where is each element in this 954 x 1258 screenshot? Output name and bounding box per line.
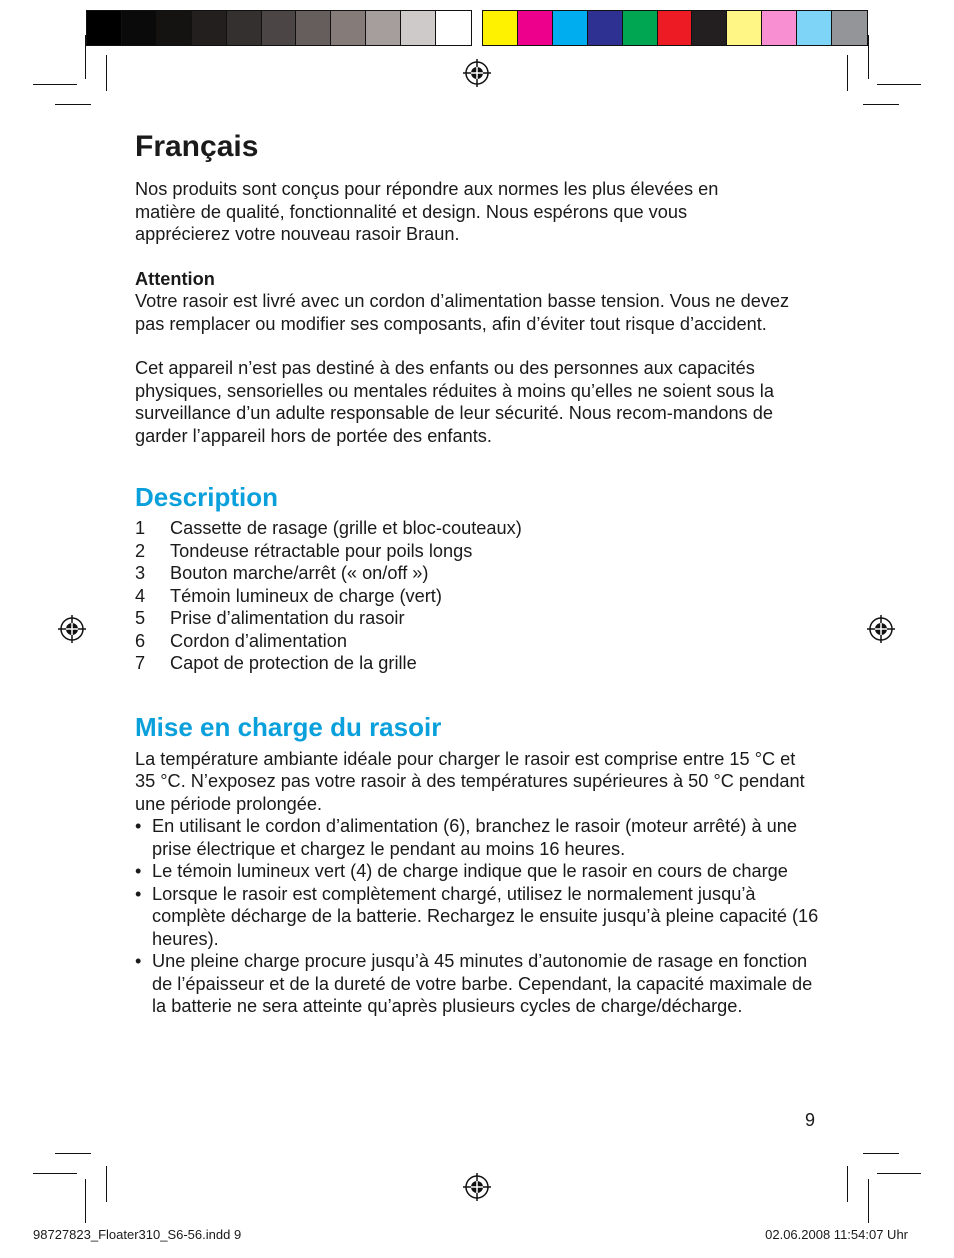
bullet-icon: • (135, 816, 142, 836)
charging-intro: La température ambiante idéale pour charger le rasoir est comprise entre 15 °C et 35 °C. N’exposez pas votre rasoir à des températures supérieures à 50 °C pendant une période prolongée. (135, 748, 805, 814)
color-swatch (366, 11, 401, 45)
list-item (135, 950, 825, 1018)
crop-mark (868, 1179, 869, 1223)
registration-target-icon (58, 615, 86, 643)
charging-bullets (135, 815, 825, 1018)
color-swatch (122, 11, 157, 45)
color-swatch (483, 11, 518, 45)
list-item-text: Capot de protection de la grille (170, 653, 417, 673)
registration-target-icon (463, 59, 491, 87)
color-swatch (157, 11, 192, 45)
color-swatch (296, 11, 331, 45)
safety-paragraph: Cet appareil n’est pas destiné à des enfants ou des personnes aux capacités physiques, sensorielles ou mentales réduites à moins qu’elles ne soient sous la surveillance d’un adulte responsable de leur sécurité. Nous recom-mandons de garder l’appareil hors de portée des enfants. (135, 358, 774, 446)
list-item-text: Le témoin lumineux vert (4) de charge indique que le rasoir en cours de charge (152, 861, 788, 881)
list-item-text: Tondeuse rétractable pour poils longs (170, 540, 473, 561)
list-item (135, 815, 825, 860)
color-swatch (518, 11, 553, 45)
attention-paragraph: Votre rasoir est livré avec un cordon d’alimentation basse tension. Vous ne devez pas remplacer ou modifier ses composants, afin d’éviter tout risque d’accident. (135, 291, 790, 334)
crop-mark (863, 1153, 899, 1154)
list-item-number: 5 (135, 608, 146, 628)
color-swatch (832, 11, 867, 45)
bullet-icon: • (135, 861, 142, 881)
page-content (135, 128, 825, 1018)
list-item (135, 517, 825, 540)
crop-mark (85, 35, 86, 79)
color-swatch (87, 11, 122, 45)
charging-heading: Mise en charge du rasoir (135, 711, 442, 742)
list-item-number: 1 (135, 518, 146, 538)
list-item (135, 883, 825, 951)
registration-target-icon (867, 615, 895, 643)
list-item-text: Cordon d’alimentation (170, 630, 347, 651)
attention-title: Attention (135, 268, 215, 289)
list-item (135, 540, 825, 563)
color-swatch (658, 11, 693, 45)
color-swatch (692, 11, 727, 45)
bullet-icon: • (135, 883, 142, 904)
crop-mark (33, 84, 77, 85)
crop-mark (55, 104, 91, 105)
list-item (135, 562, 825, 585)
color-swatch (192, 11, 227, 45)
list-item (135, 607, 825, 630)
list-item (135, 652, 825, 675)
crop-mark (877, 84, 921, 85)
intro-paragraph: Nos produits sont conçus pour répondre aux normes les plus élevées en matière de qualité, fonctionnalité et design. Nous espérons que vous apprécierez votre nouveau rasoir Braun. (135, 179, 719, 244)
gray-color-bar (86, 10, 472, 46)
crop-mark (847, 1166, 848, 1202)
color-swatch (331, 11, 366, 45)
page-title: Français (135, 130, 259, 163)
list-item-number: 2 (135, 540, 146, 561)
color-swatch (623, 11, 658, 45)
list-item (135, 630, 825, 653)
color-swatch (727, 11, 762, 45)
crop-mark (863, 104, 899, 105)
crop-mark (33, 1173, 77, 1174)
list-item-text: Lorsque le rasoir est complètement chargé, utilisez le normalement jusqu’à complète décharge de la batterie. Rechargez le ensuite jusqu’à pleine capacité (16 heures). (152, 883, 819, 949)
bullet-icon: • (135, 951, 142, 971)
color-swatch (262, 11, 297, 45)
crop-mark (55, 1153, 91, 1154)
color-swatch (401, 11, 436, 45)
list-item-text: Bouton marche/arrêt (« on/off ») (170, 563, 429, 583)
list-item-number: 4 (135, 585, 146, 606)
color-swatch (227, 11, 262, 45)
process-color-bar (482, 10, 868, 46)
color-swatch (762, 11, 797, 45)
list-item-number: 6 (135, 630, 146, 651)
list-item-text: Cassette de rasage (grille et bloc-couteaux) (170, 518, 522, 538)
crop-mark (106, 55, 107, 91)
list-item-text: Prise d’alimentation du rasoir (170, 608, 405, 628)
list-item-number: 3 (135, 563, 146, 583)
crop-mark (877, 1173, 921, 1174)
color-swatch (797, 11, 832, 45)
description-heading: Description (135, 482, 279, 512)
registration-target-icon (463, 1173, 491, 1201)
footer-filename: 98727823_Floater310_S6-56.indd 9 (33, 1227, 242, 1242)
list-item-text: En utilisant le cordon d’alimentation (6), branchez le rasoir (moteur arrêté) à une prise électrique et chargez le pendant au moins 16 heures. (152, 816, 797, 859)
list-item (135, 585, 825, 608)
color-swatch (436, 11, 471, 45)
color-swatch (588, 11, 623, 45)
parts-list (135, 517, 825, 675)
list-item (135, 860, 825, 883)
crop-mark (847, 55, 848, 91)
list-item-text: Témoin lumineux de charge (vert) (170, 585, 442, 606)
crop-mark (85, 1179, 86, 1223)
color-swatch (553, 11, 588, 45)
crop-mark (106, 1166, 107, 1202)
list-item-text: Une pleine charge procure jusqu’à 45 minutes d’autonomie de rasage en fonction de l’épaisseur et de la dureté de votre barbe. Cependant, la capacité maximale de la batterie ne sera atteinte qu’après plusieurs cycles de charge/décharge. (152, 951, 813, 1016)
crop-mark (868, 35, 869, 79)
footer-timestamp: 02.06.2008 11:54:07 Uhr (765, 1227, 908, 1242)
page-number: 9 (805, 1110, 816, 1130)
list-item-number: 7 (135, 653, 146, 673)
